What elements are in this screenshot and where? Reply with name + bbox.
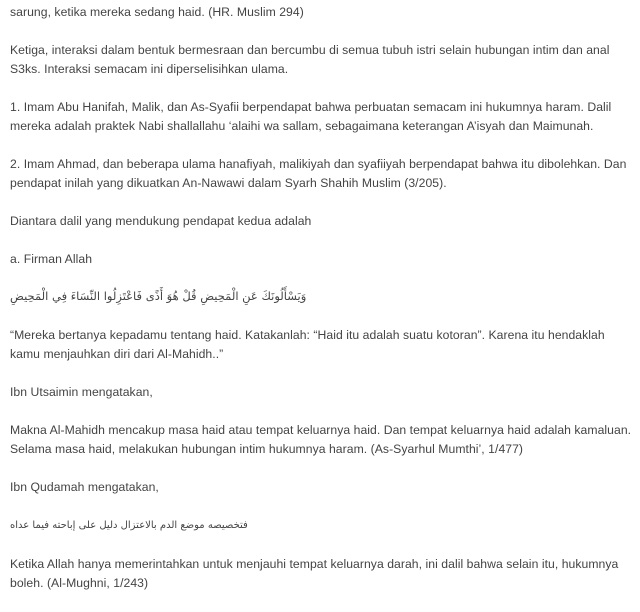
paragraph-ibn-utsaimin: Ibn Utsaimin mengatakan, <box>10 385 153 399</box>
article-body <box>10 3 638 612</box>
paragraph-conclusion: Ketika Allah hanya memerintahkan untuk menjauhi tempat keluarnya darah, ini dalil bahwa selain itu, hukumnya boleh. (Al-Mughni, 1/243) <box>10 557 619 590</box>
arabic-quran-verse: وَيَسْأَلُونَكَ عَنِ الْمَحِيضِ قُلْ هُوَ أَذًى فَاعْتَزِلُوا النِّسَاءَ فِي الْمَحِيضِ <box>10 289 307 303</box>
paragraph-verse-translation: “Mereka bertanya kepadamu tentang haid. Katakanlah: “Haid itu adalah suatu kotoran”. Karena itu hendaklah kamu menjauhkan diri dari Al-Mahidh..” <box>10 328 605 361</box>
paragraph-firman-allah: a. Firman Allah <box>10 252 93 266</box>
arabic-ibn-qudamah-quote: فتخصيصه موضع الدم بالاعتزال دليل على إباحته فيما عداه <box>10 520 248 531</box>
paragraph-third-interaction: Ketiga, interaksi dalam bentuk bermesraan dan bercumbu di semua tubuh istri selain hubungan intim dan anal S3ks. Interaksi semacam ini diperselisihkan ulama. <box>10 43 610 76</box>
paragraph-makna-al-mahidh: Makna Al-Mahidh mencakup masa haid atau tempat keluarnya haid. Dan tempat keluarnya haid adalah kamaluan. Selama masa haid, melakukan hubungan intim hukumnya haram. (As-Syarhul Mumthi’, 1/477) <box>10 423 632 456</box>
paragraph-ibn-qudamah: Ibn Qudamah mengatakan, <box>10 480 159 494</box>
paragraph-opinion-two: 2. Imam Ahmad, dan beberapa ulama hanafiyah, malikiyah dan syafiiyah berpendapat bahwa itu dibolehkan. Dan pendapat inilah yang dikuatkan An-Nawawi dalam Syarh Shahih Muslim (3/205). <box>10 157 627 190</box>
paragraph-hadith-reference: sarung, ketika mereka sedang haid. (HR. Muslim 294) <box>10 5 304 19</box>
paragraph-evidence-intro: Diantara dalil yang mendukung pendapat kedua adalah <box>10 214 312 228</box>
paragraph-opinion-one: 1. Imam Abu Hanifah, Malik, dan As-Syafii berpendapat bahwa perbuatan semacam ini hukumnya haram. Dalil mereka adalah praktek Nabi shallallahu ‘alaihi wa sallam, sebagaimana keterangan A’isyah dan Maimunah. <box>10 100 612 133</box>
